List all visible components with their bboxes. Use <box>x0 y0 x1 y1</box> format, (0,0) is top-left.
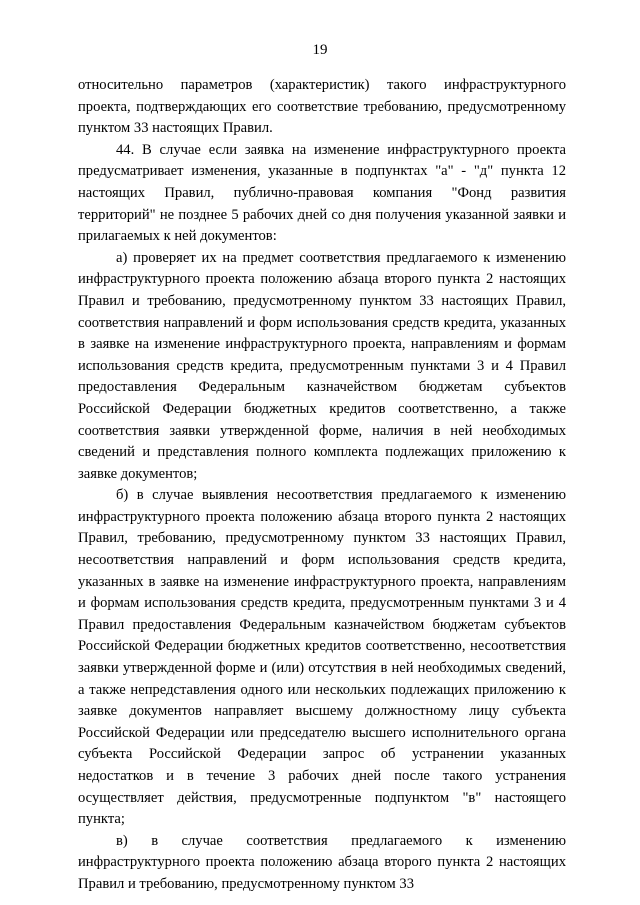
page-number: 19 <box>312 42 328 58</box>
paragraph-continuation: относительно параметров (характеристик) такого инфраструктурного проекта, подтверждающих его соответствие требованию, предусмотренному пунктом 33 настоящих Правил. <box>78 77 566 137</box>
paragraph-clause-44: 44. В случае если заявка на изменение инфраструктурного проекта предусматривает изменения, указанные в подпунктах "а" - "д" пункта 12 настоящих Правил, публично-правовая компания "Фонд развития территорий" не позднее 5 рабочих дней со дня получения указанной заявки и прилагаемых к ней документов: <box>78 141 566 245</box>
paragraph-subclause-v: в) в случае соответствия предлагаемого к изменению инфраструктурного проекта положению абзаца второго пункта 2 настоящих Правил и требованию, предусмотренному пунктом 33 <box>78 832 566 892</box>
paragraph-subclause-b: б) в случае выявления несоответствия предлагаемого к изменению инфраструктурного проекта положению абзаца второго пункта 2 настоящих Правил, требованию, предусмотренному пунктом 33 настоящих Правил, несоответствия направлений и форм использования средств кредита, указанных в заявке на изменение инфраструктурного проекта, направлениям и формам использования средств кредита, предусмотренным пунктами 3 и 4 Правил предоставления Федеральным казначейством бюджетам субъектов Российской Федерации бюджетных кредитов соответственно, несоответствия заявки утвержденной форме и (или) отсутствия в ней необходимых сведений, а также непредставления одного или нескольких подлежащих приложению к заявке документов направляет высшему должностному лицу субъекта Российской Федерации или председателю высшего исполнительного органа субъекта Российской Федерации запрос об устранении указанных недостатков и в течение 3 рабочих дней после такого устранения осуществляет действия, предусмотренные подпунктом "в" настоящего пункта; <box>78 487 566 828</box>
paragraph-subclause-a: а) проверяет их на предмет соответствия предлагаемого к изменению инфраструктурного проекта положению абзаца второго пункта 2 настоящих Правил и требованию, предусмотренному пунктом 33 настоящих Правил, соответствия направлений и форм использования средств кредита, указанных в заявке на изменение инфраструктурного проекта, направлениям и формам использования средств кредита, предусмотренным пунктами 3 и 4 Правил предоставления Федеральным казначейством бюджетам субъектов Российской Федерации бюджетных кредитов соответственно, а также соответствия заявки утвержденной форме, наличия в ней необходимых сведений и представления полного комплекта подлежащих приложению к заявке документов; <box>78 249 566 482</box>
document-body <box>78 75 566 896</box>
